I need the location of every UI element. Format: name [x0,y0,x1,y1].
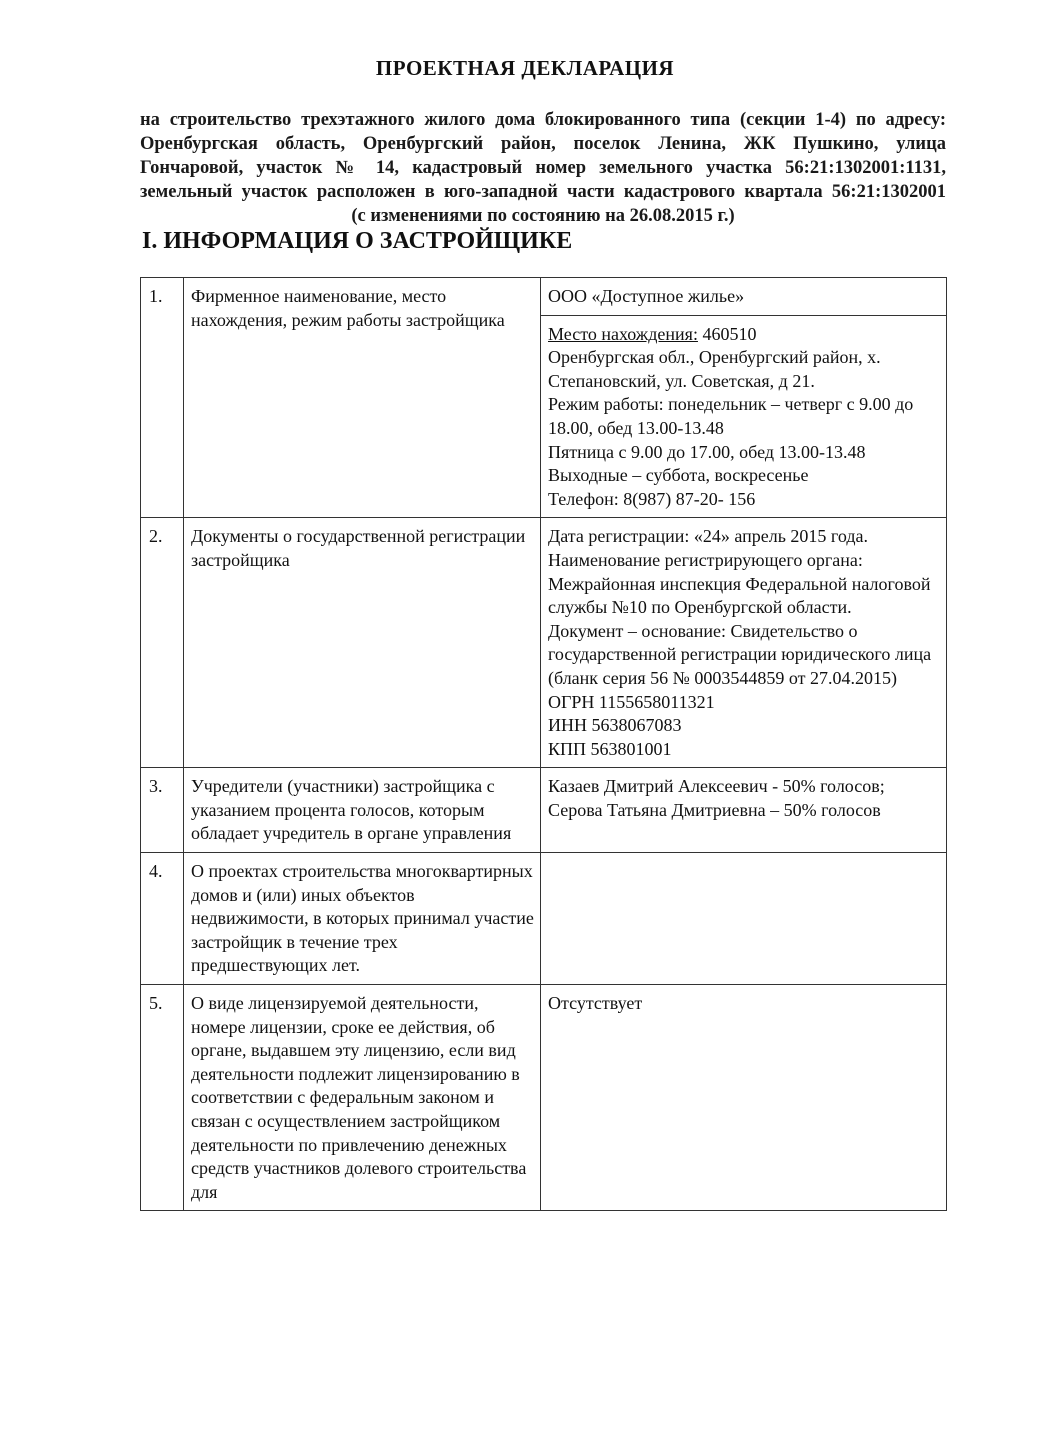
row-number: 2. [141,518,184,768]
value-line: Казаев Дмитрий Алексеевич - 50% голосов; [548,776,885,797]
location-line [548,323,940,347]
value-line: ОГРН 1155658011321 [548,691,715,712]
value-line: КПП 563801001 [548,738,672,759]
table-row [141,278,947,316]
row-label: О проектах строительства многоквартирных домов и (или) иных объектов недвижимости, в которых принимал участие застройщик в течение трех предшествующих лет. [184,853,541,985]
row-value [541,985,947,1211]
row-label: Учредители (участники) застройщика с указанием процента голосов, которым обладает учредитель в органе управления [184,768,541,853]
value-line: Документ – основание: Свидетельство о государственной регистрации юридического лица [548,620,932,665]
subtitle-line: Гончаровой, участок № 14, кадастровый номер земельного участка 56:21:1302001:1131, [140,158,946,178]
subtitle-line: на строительство трехэтажного жилого дома блокированного типа (секции 1-4) по адресу: [140,110,946,130]
location-value: 460510 [697,323,757,344]
row-number: 3. [141,768,184,853]
value-line: Телефон: 8(987) 87-20- 156 [548,488,756,509]
row-label: О виде лицензируемой деятельности, номере лицензии, сроке ее действия, об органе, выдавшем эту лицензию, если вид деятельности подлежит лицензированию в соответствии с федеральным законом и связан с осуществлением застройщиком деятельности по привлечению денежных средств участников долевого строительства для [184,985,541,1211]
document-subtitle [140,108,946,228]
company-name: ООО «Доступное жилье» [541,278,947,316]
table-row [141,853,947,985]
row-label: Фирменное наименование, место нахождения, режим работы застройщика [184,278,541,518]
document-title: ПРОЕКТНАЯ ДЕКЛАРАЦИЯ [375,56,675,80]
value-line: (бланк серия 56 № 0003544859 от 27.04.2015) [548,667,897,688]
table-row [141,985,947,1211]
row-value [541,853,947,985]
row-number: 1. [141,278,184,518]
location-label: Место нахождения: [548,323,698,344]
row-label: Документы о государственной регистрации застройщика [184,518,541,768]
value-line: Отсутствует [548,993,643,1014]
value-line: Режим работы: понедельник – четверг с 9.00 до 18.00, обед 13.00-13.48 [548,394,914,438]
value-line: Пятница с 9.00 до 17.00, обед 13.00-13.48 [548,441,866,462]
subtitle-line: (с изменениями по состоянию на 26.08.2015 г.) [351,206,735,226]
subtitle-line: Оренбургская область, Оренбургский район, поселок Ленина, ЖК Пушкино, улица [140,134,946,154]
developer-info-table [140,277,947,1211]
row-value [541,518,947,768]
table-row [141,518,947,768]
value-line: Серова Татьяна Дмитриевна – 50% голосов [548,799,881,820]
row-number: 4. [141,853,184,985]
row-value [541,315,947,518]
value-line: Выходные – суббота, воскресенье [548,465,809,486]
row-value [541,768,947,853]
value-line: Оренбургская обл., Оренбургский район, х. Степановский, ул. Советская, д 21. [548,347,881,391]
value-line: Дата регистрации: «24» апрель 2015 года. [548,526,868,547]
subtitle-line: земельный участок расположен в юго-западной части кадастрового квартала 56:21:1302001 [140,182,946,202]
table-row [141,768,947,853]
section-title: I. ИНФОРМАЦИЯ О ЗАСТРОЙЩИКЕ [142,228,573,254]
value-line: ИНН 5638067083 [548,715,682,736]
value-line: Наименование регистрирующего органа: Межрайонная инспекция Федеральной налоговой службы №10 по Оренбургской области. [548,549,931,618]
row-number: 5. [141,985,184,1211]
